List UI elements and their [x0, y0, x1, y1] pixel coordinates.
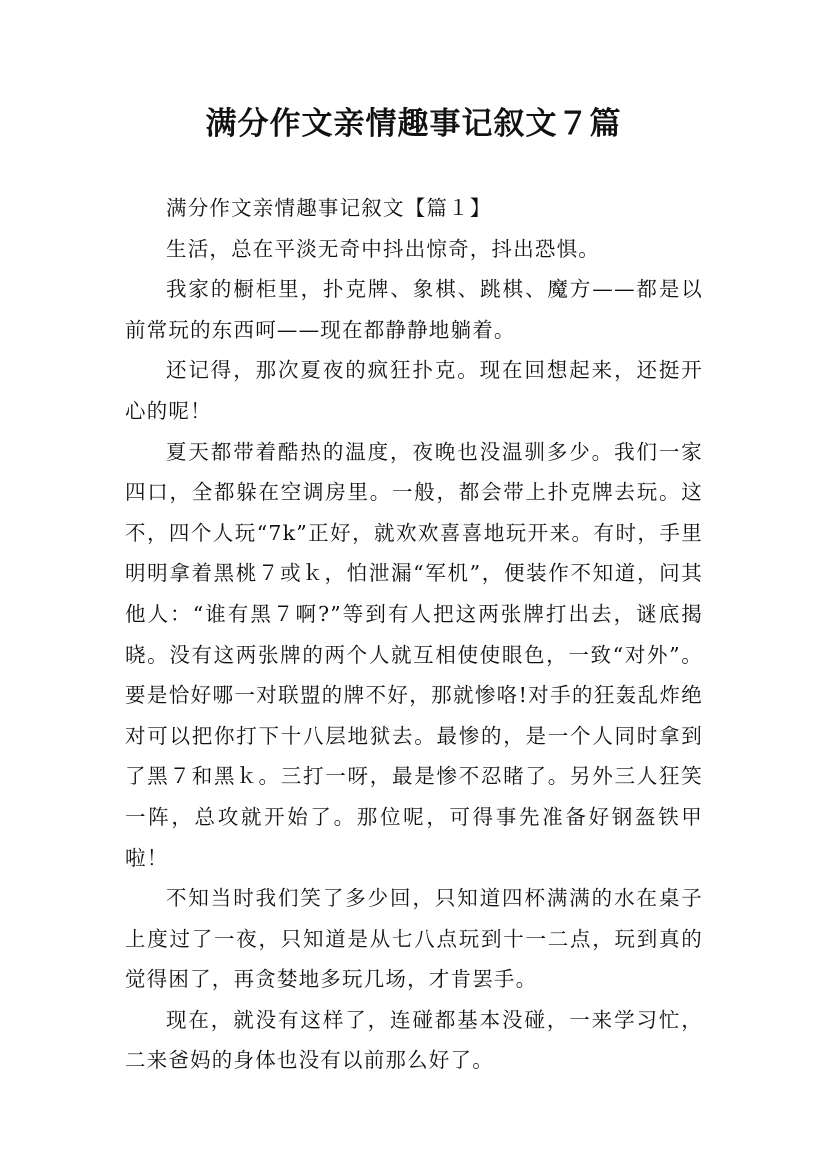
section-heading: 满分作文亲情趣事记叙文【篇１】 — [166, 196, 492, 220]
paragraph: 夏天都带着酷热的温度，夜晚也没温驯多少。我们一家四口，全都躲在空调房里。一般，都会带上扑克牌去玩。这不，四个人玩“7k”正好，就欢欢喜喜地玩开来。有时，手里明明拿着黑桃７或ｋ，怕泄漏“军机”，便装作不知道，问其他人：“谁有黑７啊?”等到有人把这两张牌打出去，谜底揭晓。没有这两张牌的两个人就互相使使眼色，一致“对外”。要是恰好哪一对联盟的牌不好，那就惨咯!对手的狂轰乱炸绝对可以把你打下十八层地狱去。最惨的，是一个人同时拿到了黑７和黑ｋ。三打一呀，最是惨不忍睹了。另外三人狂笑一阵，总攻就开始了。那位呢，可得事先准备好钢盔铁甲啦！ — [125, 439, 703, 870]
paragraph: 生活，总在平淡无奇中抖出惊奇，抖出恐惧。 — [166, 236, 600, 261]
document-body — [125, 188, 703, 1081]
paragraph: 不知当时我们笑了多少回，只知道四杯满满的水在桌子上度过了一夜，只知道是从七八点玩到十一二点，玩到真的觉得困了，再贪婪地多玩几场，才肯罢手。 — [125, 886, 703, 992]
paragraph: 我家的橱柜里，扑克牌、象棋、跳棋、魔方——都是以前常玩的东西呵——现在都静静地躺着。 — [125, 277, 703, 342]
paragraph: 还记得，那次夏夜的疯狂扑克。现在回想起来，还挺开心的呢！ — [125, 358, 703, 423]
document-title: 满分作文亲情趣事记叙文７篇 — [205, 106, 622, 142]
paragraph: 现在，就没有这样了，连碰都基本没碰，一来学习忙，二来爸妈的身体也没有以前那么好了。 — [125, 1007, 703, 1073]
